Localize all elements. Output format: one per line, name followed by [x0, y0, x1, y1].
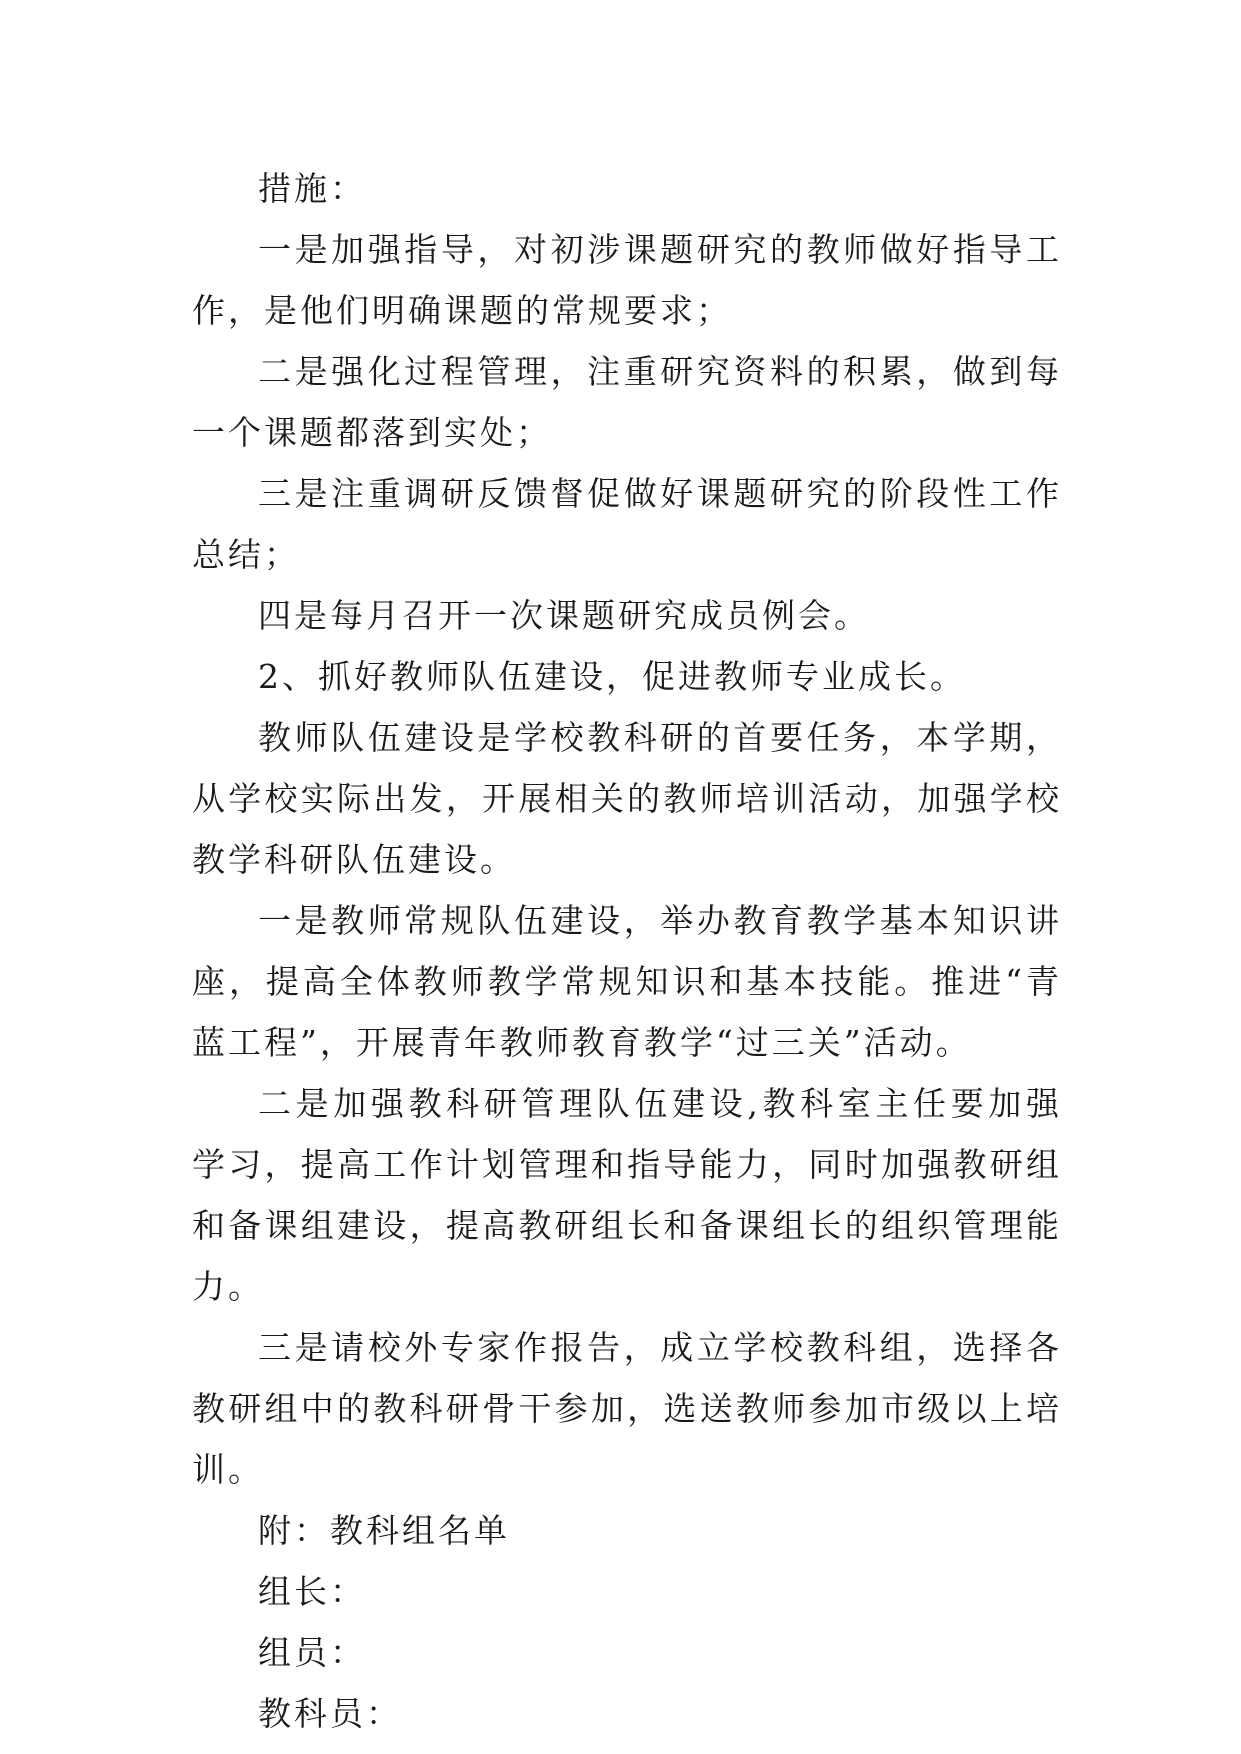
- paragraph-team-item-1: 一是教师常规队伍建设，举办教育教学基本知识讲座，提高全体教师教学常规知识和基本技能。推进“青蓝工程”，开展青年教师教育教学“过三关”活动。: [192, 901, 1062, 1062]
- paragraph-measure-1: 一是加强指导，对初涉课题研究的教师做好指导工作，是他们明确课题的常规要求；: [192, 230, 1062, 330]
- paragraph-measure-4: 四是每月召开一次课题研究成员例会。: [258, 596, 870, 635]
- paragraph-group-members: 组员：: [258, 1633, 366, 1672]
- paragraph-measures-heading: 措施：: [258, 169, 366, 208]
- paragraph-teacher-team-intro: 教师队伍建设是学校教科研的首要任务，本学期，从学校实际出发，开展相关的教师培训活动，加强学校教学科研队伍建设。: [192, 718, 1062, 879]
- paragraph-group-leader: 组长：: [258, 1572, 366, 1611]
- paragraph-appendix-title: 附：教科组名单: [258, 1511, 510, 1550]
- paragraph-team-item-3: 三是请校外专家作报告，成立学校教科组，选择各教研组中的教科研骨干参加，选送教师参加市级以上培训。: [192, 1328, 1062, 1489]
- paragraph-team-item-2: 二是加强教科研管理队伍建设,教科室主任要加强学习，提高工作计划管理和指导能力，同时加强教研组和备课组建设，提高教研组长和备课组长的组织管理能力。: [192, 1084, 1062, 1306]
- paragraph-measure-2: 二是强化过程管理，注重研究资料的积累，做到每一个课题都落到实处；: [192, 352, 1062, 452]
- document-body: [192, 158, 1062, 1744]
- paragraph-measure-3: 三是注重调研反馈督促做好课题研究的阶段性工作总结；: [192, 474, 1062, 574]
- paragraph-section-2-heading: 2、抓好教师队伍建设，促进教师专业成长。: [258, 657, 966, 696]
- paragraph-research-staff: 教科员：: [258, 1694, 402, 1733]
